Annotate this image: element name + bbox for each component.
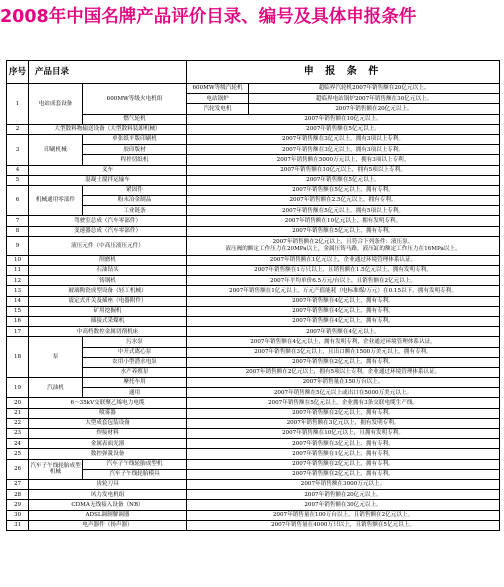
row-no: 1	[7, 84, 29, 125]
row-no: 7	[7, 216, 29, 226]
row-no: 31	[7, 520, 29, 530]
table-row	[7, 216, 500, 226]
subcategory-cell: 汽车子午线轮胎成型机	[83, 459, 187, 469]
table-row	[7, 408, 500, 418]
row-no: 16	[7, 316, 29, 326]
condition-cell: 2007年销售额在5亿元以上，拥有5项以上专利。	[187, 206, 500, 216]
item-cell: 电站锅炉	[187, 94, 249, 104]
row-no: 26	[7, 459, 29, 479]
table-row	[7, 266, 500, 276]
condition-cell: 2007年销售额在1万只以上，且销售额在1.5亿元以上，拥有发明专利。	[187, 266, 500, 276]
category-cell: 电声器件（扬声器）	[29, 520, 187, 530]
condition-cell: 2007年销售量在150万台以上。	[187, 378, 500, 388]
row-no: 3	[7, 134, 29, 165]
condition-cell: 2007年销售额在1亿元以上，万元产值能耗（电标准煤/万元）在0.15以下，拥有发明专利。	[187, 286, 500, 296]
subcategory-cell: 通用	[83, 388, 187, 398]
condition-cell: 2007年销售额在20亿元以上。	[249, 104, 500, 114]
subcategory-cell: 燃气轮机	[83, 114, 187, 124]
category-cell: 电站成套设备	[29, 84, 83, 125]
condition-cell: 超临界电站锅炉2007年销售额在30亿元以上。	[249, 94, 500, 104]
table-header-row	[7, 61, 500, 84]
table-row	[7, 276, 500, 286]
condition-cell: 2007年销售额在2.5亿元以上，拥有专利。	[187, 196, 500, 206]
category-cell: 喷雾器	[29, 408, 187, 418]
category-cell: 数控弹簧设备	[29, 449, 187, 459]
condition-cell: 2007年销售额在2亿元以上，拥有专利。	[187, 459, 500, 469]
subcategory-cell: 600MW等级火电机组	[83, 84, 187, 115]
subcategory-cell: 粉末冶金制品	[83, 196, 187, 206]
subcategory-cell: 程控切纸机	[83, 155, 187, 165]
category-cell: 印刷机械	[29, 134, 83, 165]
row-no: 5	[7, 175, 29, 185]
condition-cell: 2007年销售额在3亿元以上，拥有3项以上专利。	[187, 134, 500, 144]
condition-cell: 2007年销售额在5亿元以上，拥有专利。	[187, 185, 500, 195]
category-cell: 玻璃陶瓷成型设备（轻工机械）	[29, 286, 187, 296]
row-no: 4	[7, 165, 29, 175]
row-no: 28	[7, 490, 29, 500]
row-no: 24	[7, 439, 29, 449]
condition-cell: 2007年销售额在2亿元以上，拥有5项以上专利，企业通过环境管理体系认证。	[187, 367, 500, 377]
row-no: 25	[7, 449, 29, 459]
subcategory-cell: 紧固件	[83, 185, 187, 195]
row-no: 8	[7, 226, 29, 236]
header-product: 产品目录	[29, 61, 187, 84]
category-cell: 石油钻头	[29, 266, 187, 276]
table-row	[7, 418, 500, 428]
table-row	[7, 84, 500, 94]
condition-cell: 2007年销售额在10亿元以上，且拥有发明专利。	[187, 429, 500, 439]
table-row	[7, 500, 500, 510]
category-cell: 驾驶室总成（汽车零部件）	[29, 216, 187, 226]
condition-cell: 2007年销售额在20亿元以上。	[187, 490, 500, 500]
table-row	[7, 306, 500, 316]
subcategory-cell: 污水泵	[83, 337, 187, 347]
category-cell: 焊接材料	[29, 429, 187, 439]
category-cell: 大型散料物输送设备（大型散料装卸机械）	[29, 124, 187, 134]
category-cell: 机械通用零部件	[29, 185, 83, 216]
row-no: 27	[7, 479, 29, 489]
subcategory-cell: 单张纸平版印刷机	[83, 134, 187, 144]
condition-cell: 2007年销售额在5亿元以上，拥有专利。	[187, 226, 500, 236]
table-row	[7, 255, 500, 265]
row-no: 23	[7, 429, 29, 439]
row-no: 9	[7, 236, 29, 255]
row-no: 22	[7, 418, 29, 428]
category-cell: 铸钢机	[29, 276, 187, 286]
row-no: 14	[7, 296, 29, 306]
table-row	[7, 510, 500, 520]
condition-cell: 2007年销售额在30亿元以上。	[187, 500, 500, 510]
condition-cell: 2007年销售额在1亿元以上，拥有专利。	[187, 449, 500, 459]
table-row	[7, 286, 500, 296]
category-cell: 混凝土搅拌运输车	[29, 175, 187, 185]
category-cell: 中高档数控金属切削机床	[29, 327, 187, 337]
category-cell: 震定式开关及插座（电器附件）	[29, 296, 187, 306]
table-row	[7, 479, 500, 489]
header-conditions: 申 报 条 件	[187, 61, 500, 84]
catalog-table	[6, 60, 500, 531]
condition-cell: 2007年销售额在5亿元以上，企业拥有3条交联电缆生产线。	[187, 398, 500, 408]
condition-cell: 2007年销售额在3000万元以上。	[187, 479, 500, 489]
header-no: 序号	[7, 61, 29, 84]
table-row	[7, 296, 500, 306]
condition-cell: 2007年销售量在4000万只以上，且销售额在5亿元以上。	[187, 520, 500, 530]
subcategory-cell: 水产养殖泵	[83, 367, 187, 377]
table-row	[7, 236, 500, 255]
row-no: 19	[7, 378, 29, 398]
row-no: 6	[7, 185, 29, 216]
condition-cell: 2007年销售额在10亿元以上。	[187, 114, 500, 124]
category-cell: 削磨机	[29, 255, 187, 265]
table-row	[7, 439, 500, 449]
row-no: 10	[7, 255, 29, 265]
condition-cell: 2007年销售额在3亿元以上，拥有专利。	[187, 439, 500, 449]
table-row	[7, 134, 500, 144]
table-row	[7, 316, 500, 326]
condition-cell: 2007年销售额在2亿元以上，拥有专利。	[187, 408, 500, 418]
subcategory-cell: 工业链条	[83, 206, 187, 216]
condition-cell: 2007年销售额在5亿元以上。	[187, 124, 500, 134]
page-title: 2008年中国名牌产品评价目录、编号及具体申报条件	[0, 7, 417, 27]
table-row	[7, 490, 500, 500]
table-row	[7, 124, 500, 134]
table-row	[7, 520, 500, 530]
condition-cell: 2007年销售额在5亿元以上或出口在5000万美元以上。	[187, 388, 500, 398]
subcategory-cell: 摩托车用	[83, 378, 187, 388]
condition-line: 2007年销售额在2亿元以上，且符合下列条件：液压泵、	[272, 239, 414, 246]
condition-cell: 超临界汽轮机2007年销售额在20亿元以上。	[249, 84, 500, 94]
category-cell: 大型成套包装设备	[29, 418, 187, 428]
subcategory-cell: 胶印版材	[83, 145, 187, 155]
category-cell: 液压元件（中高压液压元件）	[29, 236, 187, 255]
row-no: 12	[7, 276, 29, 286]
category-cell: 矿用挖掘机	[29, 306, 187, 316]
row-no: 15	[7, 306, 29, 316]
condition-cell: 2007年销售额在3亿元以上，拥有3项以上专利。	[187, 145, 500, 155]
condition-cell: 2007年销售额在1亿元以上，企业通过环境管理体系认证。	[187, 255, 500, 265]
category-cell: 齿轮刀具	[29, 479, 187, 489]
condition-cell: 2007年销售额在10亿元以上，拥有5项以上专利。	[187, 165, 500, 175]
category-cell: 泵	[29, 337, 83, 378]
condition-cell: 2007年销售额在3亿元以上，且出口额在1500万美元以上，拥有专利。	[187, 347, 500, 357]
condition-cell: 2007年销售额在4亿元以上。	[187, 327, 500, 337]
condition-cell: 2007年销售额在2亿元以上，拥有专利。	[187, 469, 500, 479]
table-row	[7, 175, 500, 185]
row-no: 2	[7, 124, 29, 134]
row-no: 18	[7, 337, 29, 378]
row-no: 13	[7, 286, 29, 296]
row-no: 29	[7, 500, 29, 510]
category-cell: 叉车	[29, 165, 187, 175]
category-cell: 6～35kV交联聚乙烯电力电缆	[29, 398, 187, 408]
condition-cell: 2007年销售额在2亿元以上，拥有专利。	[187, 357, 500, 367]
table-row	[7, 459, 500, 469]
condition-cell: 2007年销售额在5000万元以上，拥有3项以上专利。	[187, 155, 500, 165]
condition-cell: 2007年销售额在10亿元以上，拥有发明专利。	[187, 216, 500, 226]
category-cell: 汽油机	[29, 378, 83, 398]
item-cell: 600MW等级汽轮机	[187, 84, 249, 94]
row-no: 21	[7, 408, 29, 418]
subcategory-cell: 汽车子午线轮胎模具	[83, 469, 187, 479]
condition-cell: 2007年销售额在4亿元以上，拥有发明专利，企业通过环境管理体系认证。	[187, 337, 500, 347]
category-cell: 插接式采煤机	[29, 316, 187, 326]
category-cell: CDMA无线接入设备（NB）	[29, 500, 187, 510]
category-cell: 变速器总成（汽车零部件）	[29, 226, 187, 236]
table-row	[7, 327, 500, 337]
row-no: 17	[7, 327, 29, 337]
category-cell: 汽车子午线轮胎成型机械	[29, 459, 83, 479]
condition-cell: 2007年销售额在4亿元以上，拥有专利。	[187, 306, 500, 316]
condition-cell: 2007年销售额在4亿元以上，拥有专利。	[187, 296, 500, 306]
condition-cell: 2007年销售额在3亿元以上，拥有发明专利。	[187, 418, 500, 428]
category-cell: 金属表面光器	[29, 439, 187, 449]
item-cell: 汽轮发电机	[187, 104, 249, 114]
row-no: 30	[7, 510, 29, 520]
subcategory-cell: 农用小型潜水电泵	[83, 357, 187, 367]
table-row	[7, 165, 500, 175]
condition-cell: 2007年销售量在100万台以上，且销售额在2亿元以上。	[187, 510, 500, 520]
table-row	[7, 398, 500, 408]
row-no: 20	[7, 398, 29, 408]
condition-cell: 2007年销售额在4亿元以上，拥有专利。	[187, 316, 500, 326]
condition-cell	[187, 236, 500, 255]
table-row	[7, 449, 500, 459]
table-row	[7, 226, 500, 236]
table-row	[7, 429, 500, 439]
category-cell: 风力发电机组	[29, 490, 187, 500]
row-no: 11	[7, 266, 29, 276]
table-row	[7, 337, 500, 347]
condition-cell: 2007年销售额在5亿元以上。	[187, 175, 500, 185]
table-row	[7, 378, 500, 388]
category-cell: ADSL调制解调器	[29, 510, 187, 520]
condition-line: 液压阀的额定工作压力在20MPa以上，金属压铸马路，液压缸的额定工作压力在16MPa以上。	[225, 245, 461, 252]
table-row	[7, 185, 500, 195]
condition-cell: 2007年平均单价6.5万元/台以上，且销售额在2亿元以上。	[187, 276, 500, 286]
subcategory-cell: 中开式离心泵	[83, 347, 187, 357]
